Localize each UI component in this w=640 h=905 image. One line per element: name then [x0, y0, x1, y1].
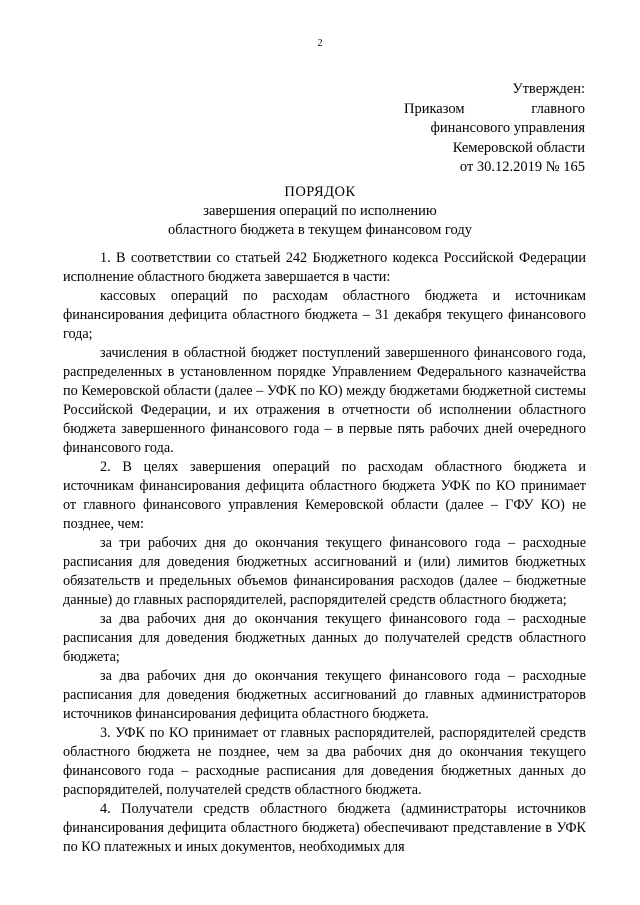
document-body	[63, 249, 586, 857]
approval-line-left: Приказом	[404, 100, 465, 117]
approval-line: финансового управления	[430, 120, 585, 136]
paragraph: за три рабочих дня до окончания текущего финансового года – расходные расписания для доведения бюджетных ассигнований и (или) лимитов бюджетных обязательств и предельных объемов финансирования расходов (далее – бюджетные данные) до главных распорядителей, распорядителей средств областного бюджета;	[63, 535, 586, 608]
title-subtitle: областного бюджета в текущем финансовом году	[168, 222, 472, 238]
paragraph: кассовых операций по расходам областного бюджета и источникам финансирования дефицита областного бюджета – 31 декабря текущего финансового года;	[63, 288, 586, 342]
document-title	[0, 183, 640, 240]
paragraph: 4. Получатели средств областного бюджета (администраторы источников финансирования дефицита областного бюджета) обеспечивают представление в УФК по КО платежных и иных документов, необходимых для	[63, 801, 586, 855]
approval-line: Кемеровской области	[452, 139, 585, 156]
approval-block	[404, 80, 585, 178]
paragraph: 2. В целях завершения операций по расходам областного бюджета и источникам финансирования дефицита областного бюджета УФК по КО принимает от главного финансового управления Кемеровской области (далее – ГФУ КО) не позднее, чем:	[63, 459, 586, 532]
paragraph: 1. В соответствии со статьей 242 Бюджетного кодекса Российской Федерации исполнение областного бюджета завершается в части:	[63, 250, 586, 285]
approval-line: от 30.12.2019 № 165	[459, 159, 585, 175]
paragraph: за два рабочих дня до окончания текущего финансового года – расходные расписания для доведения бюджетных ассигнований до главных администраторов источников финансирования дефицита областного бюджета.	[63, 668, 586, 722]
paragraph: 3. УФК по КО принимает от главных распорядителей, распорядителей средств областного бюджета не позднее, чем за два рабочих дня до окончания текущего финансового года – расходные расписания для доведения бюджетных данных до распорядителей, получателей средств областного бюджета.	[63, 725, 586, 798]
paragraph: зачисления в областной бюджет поступлений завершенного финансового года, распределенных в установленном порядке Управлением Федерального казначейства по Кемеровской области (далее – УФК по КО) между бюджетами бюджетной системы Российской Федерации, и их отражения в отчетности об исполнении областного бюджета завершенного финансового года – в первые пять рабочих дней очередного финансового года.	[63, 345, 586, 456]
title-subtitle: завершения операций по исполнению	[203, 203, 437, 219]
approval-line-right: главного	[531, 100, 585, 117]
paragraph: за два рабочих дня до окончания текущего финансового года – расходные расписания для доведения бюджетных данных до получателей средств областного бюджета;	[63, 611, 586, 665]
page-number: 2	[317, 38, 323, 49]
approval-line: Утвержден:	[512, 81, 585, 97]
approval-line	[404, 100, 585, 120]
title-heading: ПОРЯДОК	[284, 184, 356, 200]
